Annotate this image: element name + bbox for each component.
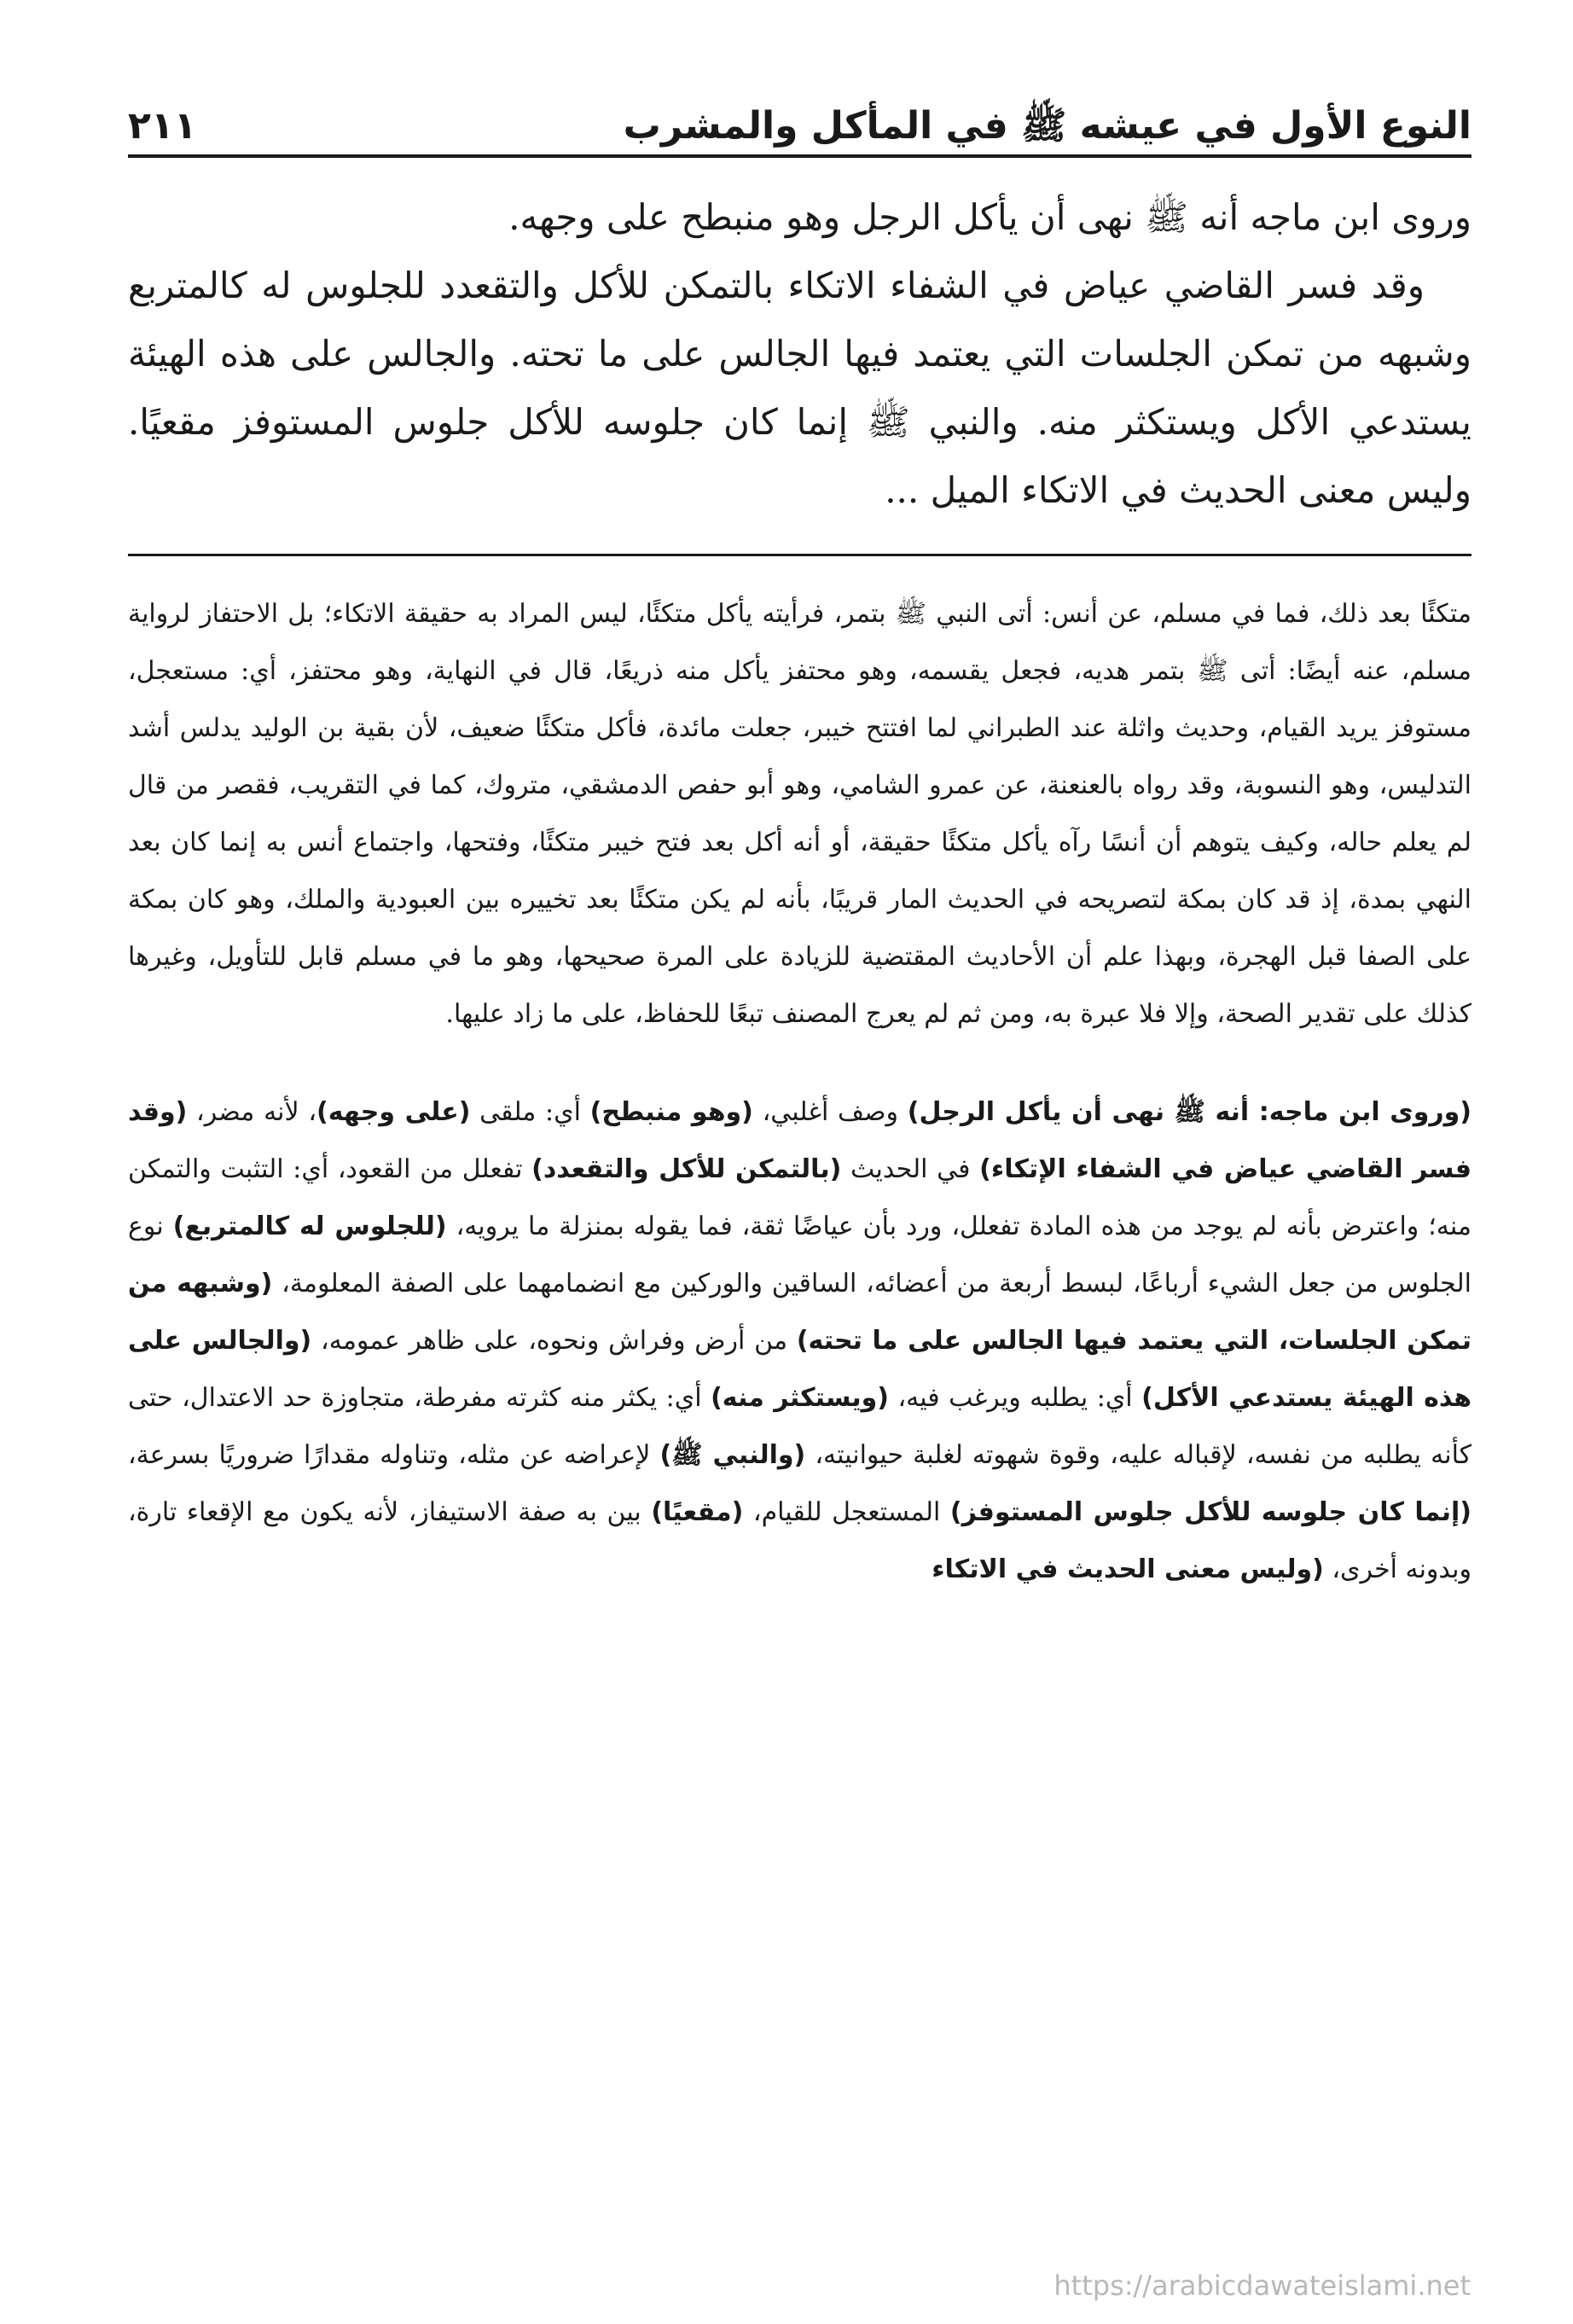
book-page xyxy=(128,81,1471,2265)
quoted-matn-segment: (للجلوس له كالمتربع) xyxy=(172,1211,447,1241)
commentary-segment: وصف أغلبي، xyxy=(752,1097,908,1127)
matn-paragraph-1: وروى ابن ماجه أنه ﷺ نهى أن يأكل الرجل وهو منبطح على وجهه. xyxy=(508,196,1471,238)
commentary-segment: في الحديث xyxy=(841,1154,980,1184)
quoted-matn-segment: (والجالس على هذه الهيئة يستدعي الأكل) xyxy=(128,1326,1472,1413)
quoted-matn-segment: (على وجهه) xyxy=(316,1097,471,1127)
commentary-segment: أي: يكثر منه كثرته مفرطة، متجاوزة حد الاعتدال، حتى كأنه يطلبه من نفسه، لإقباله عليه، وقوة شهوته لغلبة حيوانيته، xyxy=(128,1383,1472,1470)
footnote-block xyxy=(128,585,1471,1043)
quoted-matn-segment: (والنبي ﷺ) xyxy=(659,1440,806,1470)
commentary-paragraph xyxy=(128,1084,1471,1598)
commentary-segment: ، لأنه مضر، xyxy=(187,1097,317,1127)
commentary-segment: تفعلل من القعود، أي: التثبت والتمكن منه؛ واعترض بأنه لم يوجد من هذه المادة تفعلل، ورد بأن عياضًا ثقة، فما يقوله بمنزلة ما يرويه، xyxy=(128,1154,1471,1241)
page-number: ٢١١ xyxy=(128,104,197,148)
quoted-matn-segment: (ويستكثر منه) xyxy=(711,1383,889,1413)
matn-paragraph-2: وقد فسر القاضي عياض في الشفاء الاتكاء بالتمكن للأكل والتقعدد للجلوس له كالمتربع وشبهه من تمكن الجلسات التي يعتمد فيها الجالس على ما تحته. والجالس على هذه الهيئة يستدعي الأكل ويستكثر منه. والنبي ﷺ إنما كان جلوسه للأكل جلوس المستوفز مقعيًا. وليس معنى الحديث في الاتكاء الميل ... xyxy=(128,264,1471,511)
quoted-matn-segment: (وقد فسر القاضي عياض في الشفاء الإتكاء) xyxy=(128,1097,1471,1184)
quoted-matn-segment: (مقعيًا) xyxy=(651,1497,744,1527)
quoted-matn-segment: (وهو منبطح) xyxy=(589,1097,753,1127)
section-divider xyxy=(128,554,1471,556)
footnote-paragraph: متكئًا بعد ذلك، فما في مسلم، عن أنس: أتى النبي ﷺ بتمر، فرأيته يأكل متكئًا، ليس المراد به حقيقة الاتكاء؛ بل الاحتفاز لرواية مسلم، عنه أيضًا: أتى ﷺ بتمر هديه، فجعل يقسمه، وهو محتفز يأكل منه ذريعًا، قال في النهاية، وهو محتفز، أي: مستعجل، مستوفز يريد القيام، وحديث واثلة عند الطبراني لما افتتح خيبر، جعلت مائدة، فأكل متكئًا ضعيف، لأن بقية بن الوليد يدلس أشد التدليس، وهو النسوبة، وقد رواه بالعنعنة، عن عمرو الشامي، وهو أبو حفص الدمشقي، متروك، كما في التقريب، فقصر من قال لم يعلم حاله، وكيف يتوهم أن أنسًا رآه يأكل متكئًا حقيقة، أو أنه أكل بعد فتح خيبر متكئًا، وفتحها، واجتماع أنس به إنما كان بعد النهي بمدة، إذ قد كان بمكة لتصريحه في الحديث المار قريبًا، بأنه لم يكن متكئًا بعد تخييره بين العبودية والملك، وهو كان بمكة على الصفا قبل الهجرة، وبهذا علم أن الأحاديث المقتضية للزيادة على المرة صحيحها، وهو ما في مسلم قابل للتأويل، وغيرها كذلك على تقدير الصحة، وإلا فلا عبرة به، ومن ثم لم يعرج المصنف تبعًا للحفاظ، على ما زاد عليها. xyxy=(128,599,1472,1029)
commentary-segment: أي: ملقى xyxy=(470,1097,590,1127)
website-watermark: https://arabicdawateislami.net xyxy=(1054,2269,1471,2302)
main-text xyxy=(128,183,1471,525)
quoted-matn-segment: (إنما كان جلوسه للأكل جلوس المستوفز) xyxy=(949,1497,1471,1527)
quoted-matn-segment: (وروى ابن ماجه: أنه ﷺ نهى أن يأكل الرجل) xyxy=(907,1097,1472,1127)
commentary-segment: أي: يطلبه ويرغب فيه، xyxy=(888,1383,1142,1413)
chapter-title: النوع الأول في عيشه ﷺ في المأكل والمشرب xyxy=(623,104,1471,148)
commentary-block xyxy=(128,1084,1471,1598)
quoted-matn-segment: (بالتمكن للأكل والتقعدد) xyxy=(531,1154,842,1184)
commentary-segment: من أرض وفراش ونحوه، على ظاهر عمومه، xyxy=(311,1326,797,1356)
running-header xyxy=(128,81,1471,158)
commentary-segment: نوع الجلوس من جعل الشيء أرباعًا، لبسط أربعة من أعضائه، الساقين والوركين مع انضمامهما على الصفة المعلومة، xyxy=(128,1211,1471,1299)
commentary-segment: بين به صفة الاستيفاز، لأنه يكون مع الإقعاء تارة، وبدونه أخرى، xyxy=(128,1497,1471,1584)
commentary-segment: المستعجل للقيام، xyxy=(743,1497,950,1527)
commentary-segment: لإعراضه عن مثله، وتناوله مقدارًا ضروريًا بسرعة، xyxy=(128,1440,660,1470)
quoted-matn-segment: (وشبهه من تمكن الجلسات، التي يعتمد فيها الجالس على ما تحته) xyxy=(128,1269,1472,1356)
quoted-matn-segment: (وليس معنى الحديث في الاتكاء xyxy=(932,1554,1324,1584)
